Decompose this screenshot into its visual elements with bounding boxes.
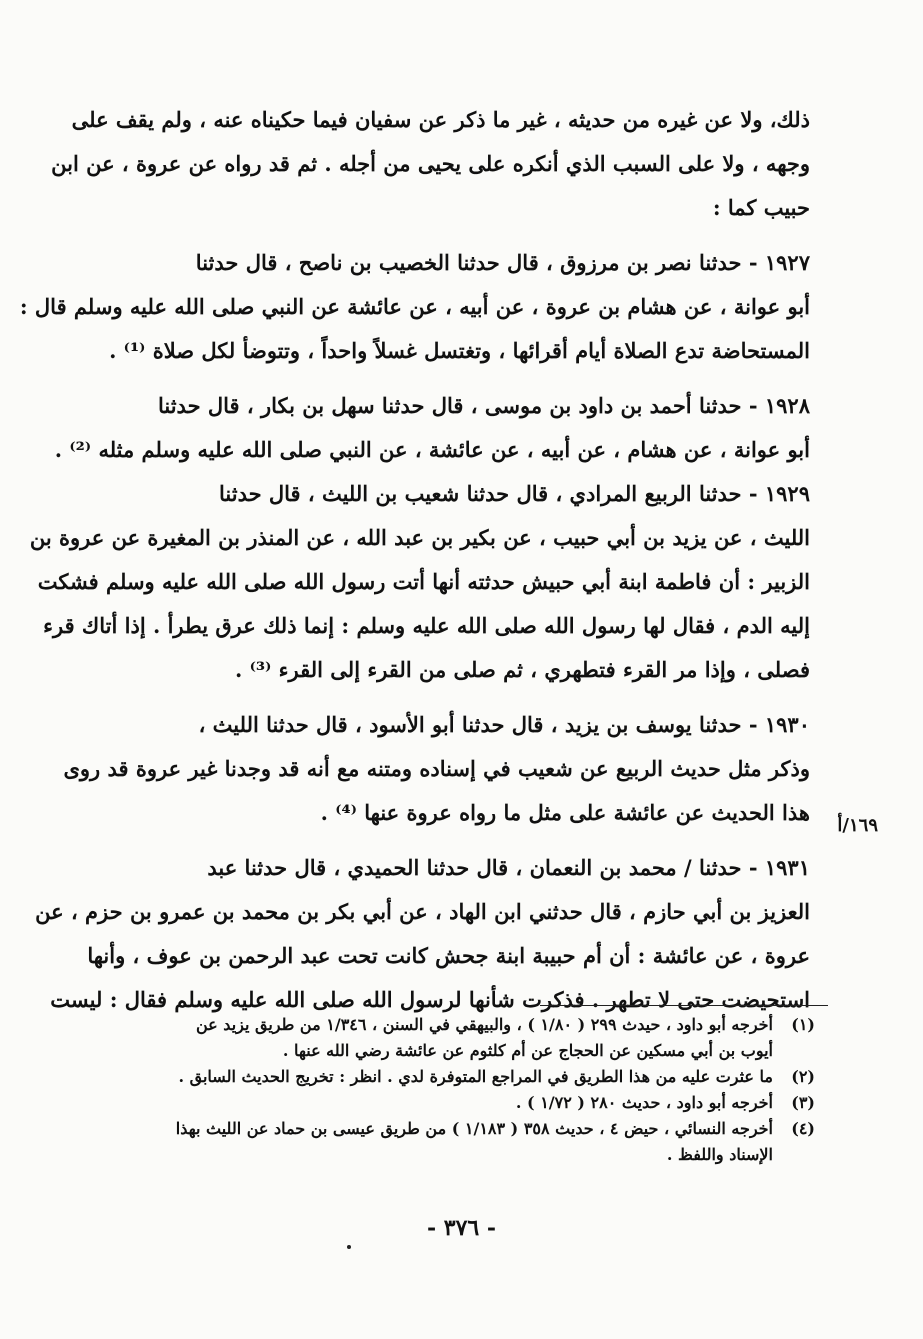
text-line: أبو عوانة ، عن هشام ، عن أبيه ، عن عائشة ، عن النبي صلى الله عليه وسلم مثله ⁽²⁾ .	[54, 437, 810, 462]
footnote-number: (٣)	[791, 1093, 815, 1112]
footnote-text: أخرجه النسائي ، حيض ٤ ، حديث ٣٥٨ ( ١/١٨٣ ) من طريق عيسى بن حماد عن الليث بهذا	[175, 1119, 773, 1138]
footnote-1	[95, 1012, 815, 1064]
text-line: وجهه ، ولا على السبب الذي أنكره على يحيى من أجله . ثم قد رواه عن عروة ، عن ابن	[51, 151, 810, 176]
text-line: ذلك، ولا عن غيره من حديثه ، غير ما ذكر عن سفيان فيما حكيناه عنه ، ولم يقف على	[71, 107, 810, 132]
text-line: العزيز بن أبي حازم ، قال حدثني ابن الهاد ، عن أبي بكر بن محمد بن عمرو بن حزم ، عن	[35, 899, 810, 924]
footnote-text: الإسناد واللفظ .	[666, 1145, 773, 1164]
text-line: إليه الدم ، فقال لها رسول الله صلى الله عليه وسلم : إنما ذلك عرق يطرأ . إذا أتاك قرء	[43, 613, 810, 638]
text-line: وذكر مثل حديث الربيع عن شعيب في إسناده ومتنه مع أنه قد وجدنا غير عروة قد روى	[63, 756, 810, 781]
text-line: حبيب كما :	[712, 195, 810, 220]
footnote-number: (٢)	[791, 1067, 815, 1086]
footnote-text: أخرجه أبو داود ، حديث ٢٨٠ ( ١/٧٢ ) .	[515, 1093, 773, 1112]
hadith-1929-line: ١٩٢٩ - حدثنا الربيع المرادي ، قال حدثنا شعيب بن الليث ، قال حدثنا	[218, 481, 810, 506]
text-line: استحيضت حتى لا تطهر . فذكرت شأنها لرسول الله صلى الله عليه وسلم فقال : ليست	[50, 987, 810, 1012]
page-number: - ٣٧٦ -	[426, 1215, 497, 1241]
text-line: فصلى ، وإذا مر القرء فتطهري ، ثم صلى من القرء إلى القرء ⁽³⁾ .	[235, 657, 810, 682]
footnote-2	[95, 1064, 815, 1090]
manuscript-folio-note: ١٦٩/أ	[837, 815, 878, 836]
ink-speck	[347, 1245, 351, 1249]
text-line: الليث ، عن يزيد بن أبي حبيب ، عن بكير بن عبد الله ، عن المنذر بن المغيرة عن عروة بن	[29, 525, 810, 550]
text-line: المستحاضة تدع الصلاة أيام أقرائها ، وتغتسل غسلاً واحداً ، وتتوضأ لكل صلاة ⁽¹⁾ .	[109, 338, 810, 363]
text-line: هذا الحديث عن عائشة على مثل ما رواه عروة عنها ⁽⁴⁾ .	[320, 800, 810, 825]
footnote-3	[95, 1090, 815, 1116]
footnote-text: ما عثرت عليه من هذا الطريق في المراجع المتوفرة لدي . انظر : تخريج الحديث السابق .	[178, 1067, 773, 1086]
text-line: الزبير : أن فاطمة ابنة أبي حبيش حدثته أنها أتت رسول الله صلى الله عليه وسلم فشكت	[37, 569, 810, 594]
main-text	[19, 98, 810, 1022]
footnote-divider	[540, 1005, 828, 1006]
footnote-4	[95, 1116, 815, 1168]
footnote-number: (١)	[791, 1015, 815, 1034]
footnote-number: (٤)	[791, 1119, 815, 1138]
hadith-1927-line: ١٩٢٧ - حدثنا نصر بن مرزوق ، قال حدثنا الخصيب بن ناصح ، قال حدثنا	[195, 250, 810, 275]
text-line: أبو عوانة ، عن هشام بن عروة ، عن أبيه ، عن عائشة عن النبي صلى الله عليه وسلم قال :	[19, 294, 810, 319]
footnote-text: أخرجه أبو داود ، حيدث ٢٩٩ ( ١/٨٠ ) ، والبيهقي في السنن ، ١/٣٤٦ من طريق يزيد عن	[196, 1015, 773, 1034]
hadith-1930-line: ١٩٣٠ - حدثنا يوسف بن يزيد ، قال حدثنا أبو الأسود ، قال حدثنا الليث ،	[198, 712, 810, 737]
footnote-text: أيوب بن أبي مسكين عن الحجاج عن أم كلثوم عن عائشة رضي الله عنها .	[282, 1041, 773, 1060]
hadith-1931-line: ١٩٣١ - حدثنا / محمد بن النعمان ، قال حدثنا الحميدي ، قال حدثنا عبد	[207, 855, 810, 880]
footnotes	[95, 1012, 815, 1168]
hadith-1928-line: ١٩٢٨ - حدثنا أحمد بن داود بن موسى ، قال حدثنا سهل بن بكار ، قال حدثنا	[157, 393, 810, 418]
text-line: عروة ، عن عائشة : أن أم حبيبة ابنة جحش كانت تحت عبد الرحمن بن عوف ، وأنها	[87, 943, 810, 968]
